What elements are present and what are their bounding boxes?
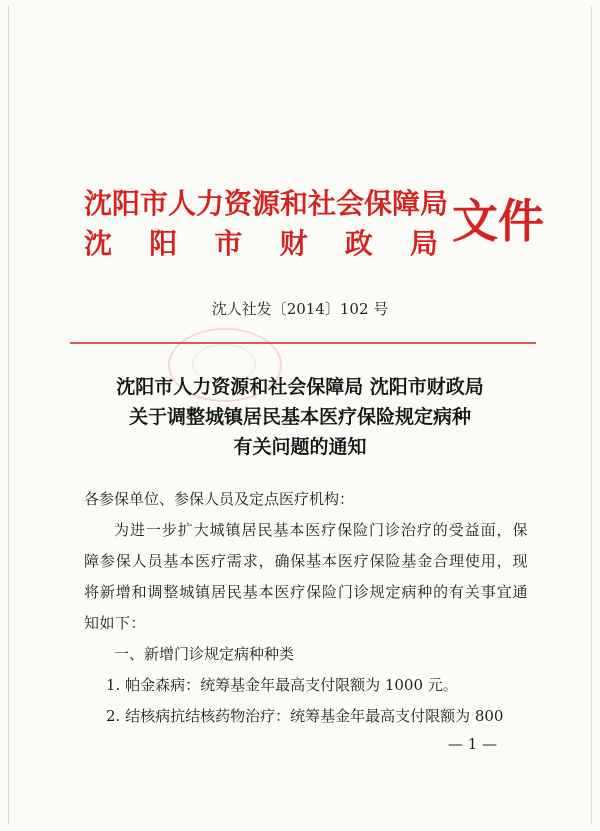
issuer-block (84, 184, 449, 264)
notice-title (0, 372, 600, 462)
section-heading-1: 一、新增门诊规定病种种类 (114, 645, 295, 663)
issuer-char: 市 (214, 227, 243, 260)
issuer-line-2 (84, 224, 438, 264)
title-line-1: 沈阳市人力资源和社会保障局 沈阳市财政局 (116, 376, 484, 398)
issuer-line-1: 沈阳市人力资源和社会保障局 (84, 187, 449, 220)
issuer-char: 财 (279, 227, 308, 260)
title-line-2: 关于调整城镇居民基本医疗保险规定病种 (128, 406, 471, 428)
issuer-char: 政 (344, 227, 373, 260)
list-item: 2. 结核病抗结核药物治疗：统筹基金年最高支付限额为 800 (106, 707, 504, 725)
issuer-char: 阳 (149, 227, 178, 260)
list-item: 1. 帕金森病：统筹基金年最高支付限额为 1000 元。 (106, 676, 458, 694)
issuer-char: 沈 (84, 227, 113, 260)
document-number: 沈人社发〔2014〕102 号 (211, 300, 389, 318)
body-paragraph-1: 为进一步扩大城镇居民基本医疗保险门诊治疗的受益面，保障参保人员基本医疗需求，确保基本医疗保险基金合理使用，现将新增和调整城镇居民基本医疗保险门诊规定病种的有关事宜通知如下： (84, 521, 528, 632)
document-type-label: 文件 (452, 194, 544, 248)
red-divider-line (70, 342, 536, 344)
notice-body (84, 484, 528, 732)
salutation: 各参保单位、参保人员及定点医疗机构： (84, 490, 355, 508)
issuer-char: 局 (409, 227, 438, 260)
title-line-3: 有关问题的通知 (233, 436, 367, 458)
page-number: — 1 — (448, 735, 498, 753)
